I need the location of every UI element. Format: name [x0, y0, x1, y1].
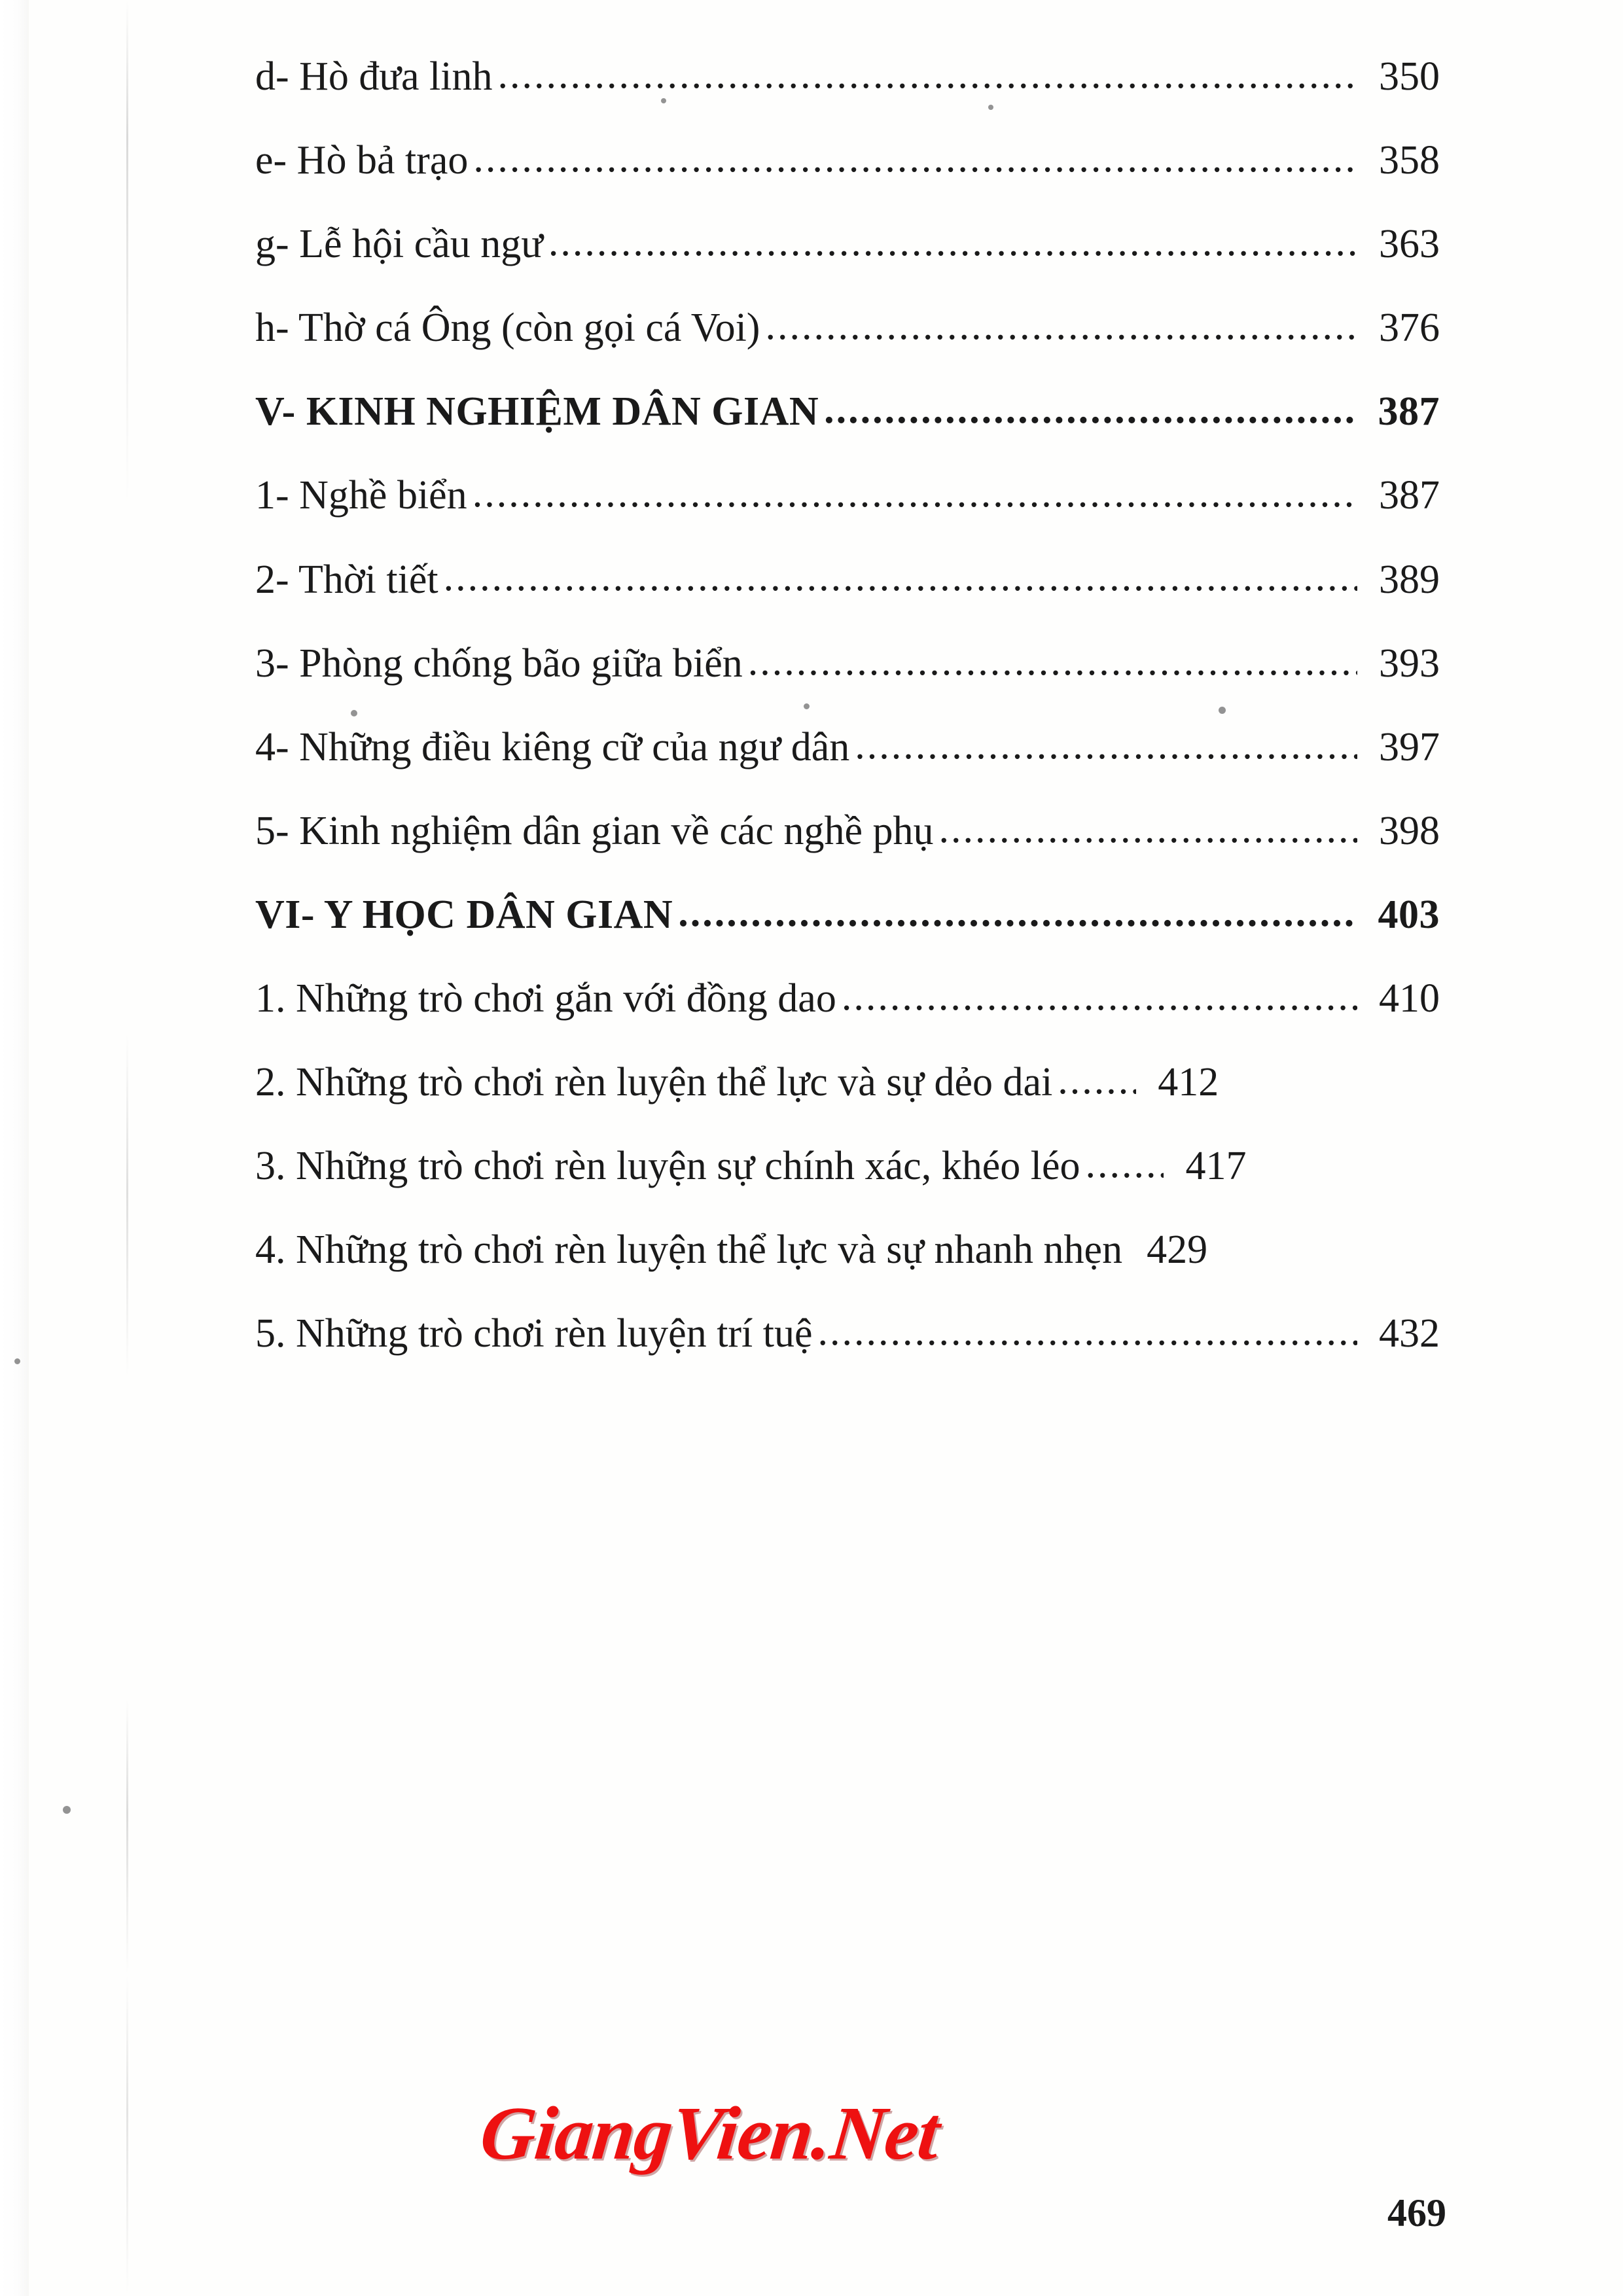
- toc-entry-label: g- Lễ hội cầu ngư: [255, 222, 543, 267]
- toc-entry[interactable]: [255, 474, 1440, 517]
- table-of-contents: [255, 56, 1440, 1397]
- toc-entry-page: 358: [1379, 138, 1440, 183]
- toc-entry-label: 1. Những trò chơi gắn với đồng dao: [255, 976, 836, 1021]
- scan-speck: [14, 1358, 20, 1364]
- toc-leader-dots: [548, 240, 1357, 257]
- toc-section-entry[interactable]: [255, 894, 1440, 936]
- toc-leader-dots: [473, 491, 1357, 508]
- toc-entry-label: 1- Nghề biển: [255, 473, 467, 518]
- toc-entry[interactable]: [255, 223, 1440, 266]
- toc-entry-label: 3- Phòng chống bão giữa biển: [255, 641, 743, 686]
- toc-entry-page: 398: [1379, 808, 1440, 853]
- toc-entry-label: VI- Y HỌC DÂN GIAN: [255, 892, 673, 937]
- toc-entry-label: h- Thờ cá Ông (còn gọi cá Voi): [255, 306, 760, 351]
- toc-entry[interactable]: [255, 139, 1440, 182]
- toc-entry-label: 2. Những trò chơi rèn luyện thể lực và sự dẻo dai: [255, 1060, 1053, 1105]
- page-left-edge-shadow: [0, 0, 29, 2296]
- toc-entry-label: 5. Những trò chơi rèn luyện trí tuệ: [255, 1311, 813, 1356]
- toc-entry[interactable]: [255, 56, 1440, 98]
- toc-entry-page: 403: [1378, 892, 1440, 937]
- toc-entry-page: 410: [1379, 976, 1440, 1021]
- scan-speck: [63, 1806, 71, 1814]
- toc-entry-page: 363: [1379, 222, 1440, 267]
- toc-entry-page: 376: [1379, 306, 1440, 351]
- toc-entry-page: 432: [1379, 1311, 1440, 1356]
- toc-entry-label: 2- Thời tiết: [255, 557, 438, 602]
- toc-entry[interactable]: [255, 643, 1440, 685]
- toc-entry[interactable]: [255, 810, 1440, 853]
- toc-entry-page: 429: [1147, 1227, 1208, 1273]
- toc-entry-label: 3. Những trò chơi rèn luyện sự chính xác, khéo léo: [255, 1144, 1080, 1189]
- toc-entry-page: 387: [1379, 473, 1440, 518]
- toc-entry-page: 387: [1378, 389, 1440, 434]
- toc-entry[interactable]: [255, 1061, 1440, 1104]
- toc-leader-dots: [444, 576, 1357, 593]
- toc-leader-dots: [473, 156, 1357, 173]
- toc-leader-dots: [765, 324, 1357, 341]
- toc-entry-label: e- Hò bả trạo: [255, 138, 469, 183]
- toc-entry-page: 412: [1158, 1060, 1219, 1105]
- toc-entry[interactable]: [255, 978, 1440, 1020]
- toc-leader-dots: [842, 995, 1357, 1012]
- toc-leader-dots: [1085, 1162, 1164, 1179]
- toc-leader-dots: [1058, 1078, 1136, 1095]
- toc-section-entry[interactable]: [255, 391, 1440, 433]
- toc-entry-label: V- KINH NGHIỆM DÂN GIAN: [255, 389, 819, 434]
- toc-entry-label: 4. Những trò chơi rèn luyện thể lực và sự nhanh nhẹn: [255, 1227, 1123, 1273]
- toc-entry[interactable]: [255, 559, 1440, 601]
- toc-entry[interactable]: [255, 1145, 1440, 1188]
- site-watermark: GiangVien.Net: [476, 2092, 943, 2176]
- toc-entry-label: d- Hò đưa linh: [255, 54, 493, 99]
- toc-leader-dots: [678, 911, 1357, 928]
- toc-entry[interactable]: [255, 1313, 1440, 1355]
- toc-entry[interactable]: [255, 726, 1440, 769]
- toc-leader-dots: [855, 743, 1357, 760]
- page-number: 469: [1387, 2191, 1446, 2234]
- toc-entry-label: 4- Những điều kiêng cữ của ngư dân: [255, 724, 850, 769]
- toc-entry-page: 397: [1379, 724, 1440, 769]
- toc-leader-dots: [498, 73, 1358, 90]
- toc-entry[interactable]: [255, 307, 1440, 349]
- page-binding-line: [126, 0, 128, 2296]
- toc-entry-page: 350: [1379, 54, 1440, 99]
- toc-leader-dots: [748, 660, 1357, 677]
- toc-entry-page: 417: [1185, 1144, 1247, 1189]
- toc-leader-dots: [824, 408, 1357, 425]
- toc-entry-page: 393: [1379, 641, 1440, 686]
- toc-leader-dots: [818, 1330, 1357, 1347]
- toc-leader-dots: [938, 827, 1357, 844]
- toc-entry[interactable]: [255, 1229, 1440, 1271]
- toc-entry-page: 389: [1379, 557, 1440, 602]
- toc-entry-label: 5- Kinh nghiệm dân gian về các nghề phụ: [255, 808, 934, 853]
